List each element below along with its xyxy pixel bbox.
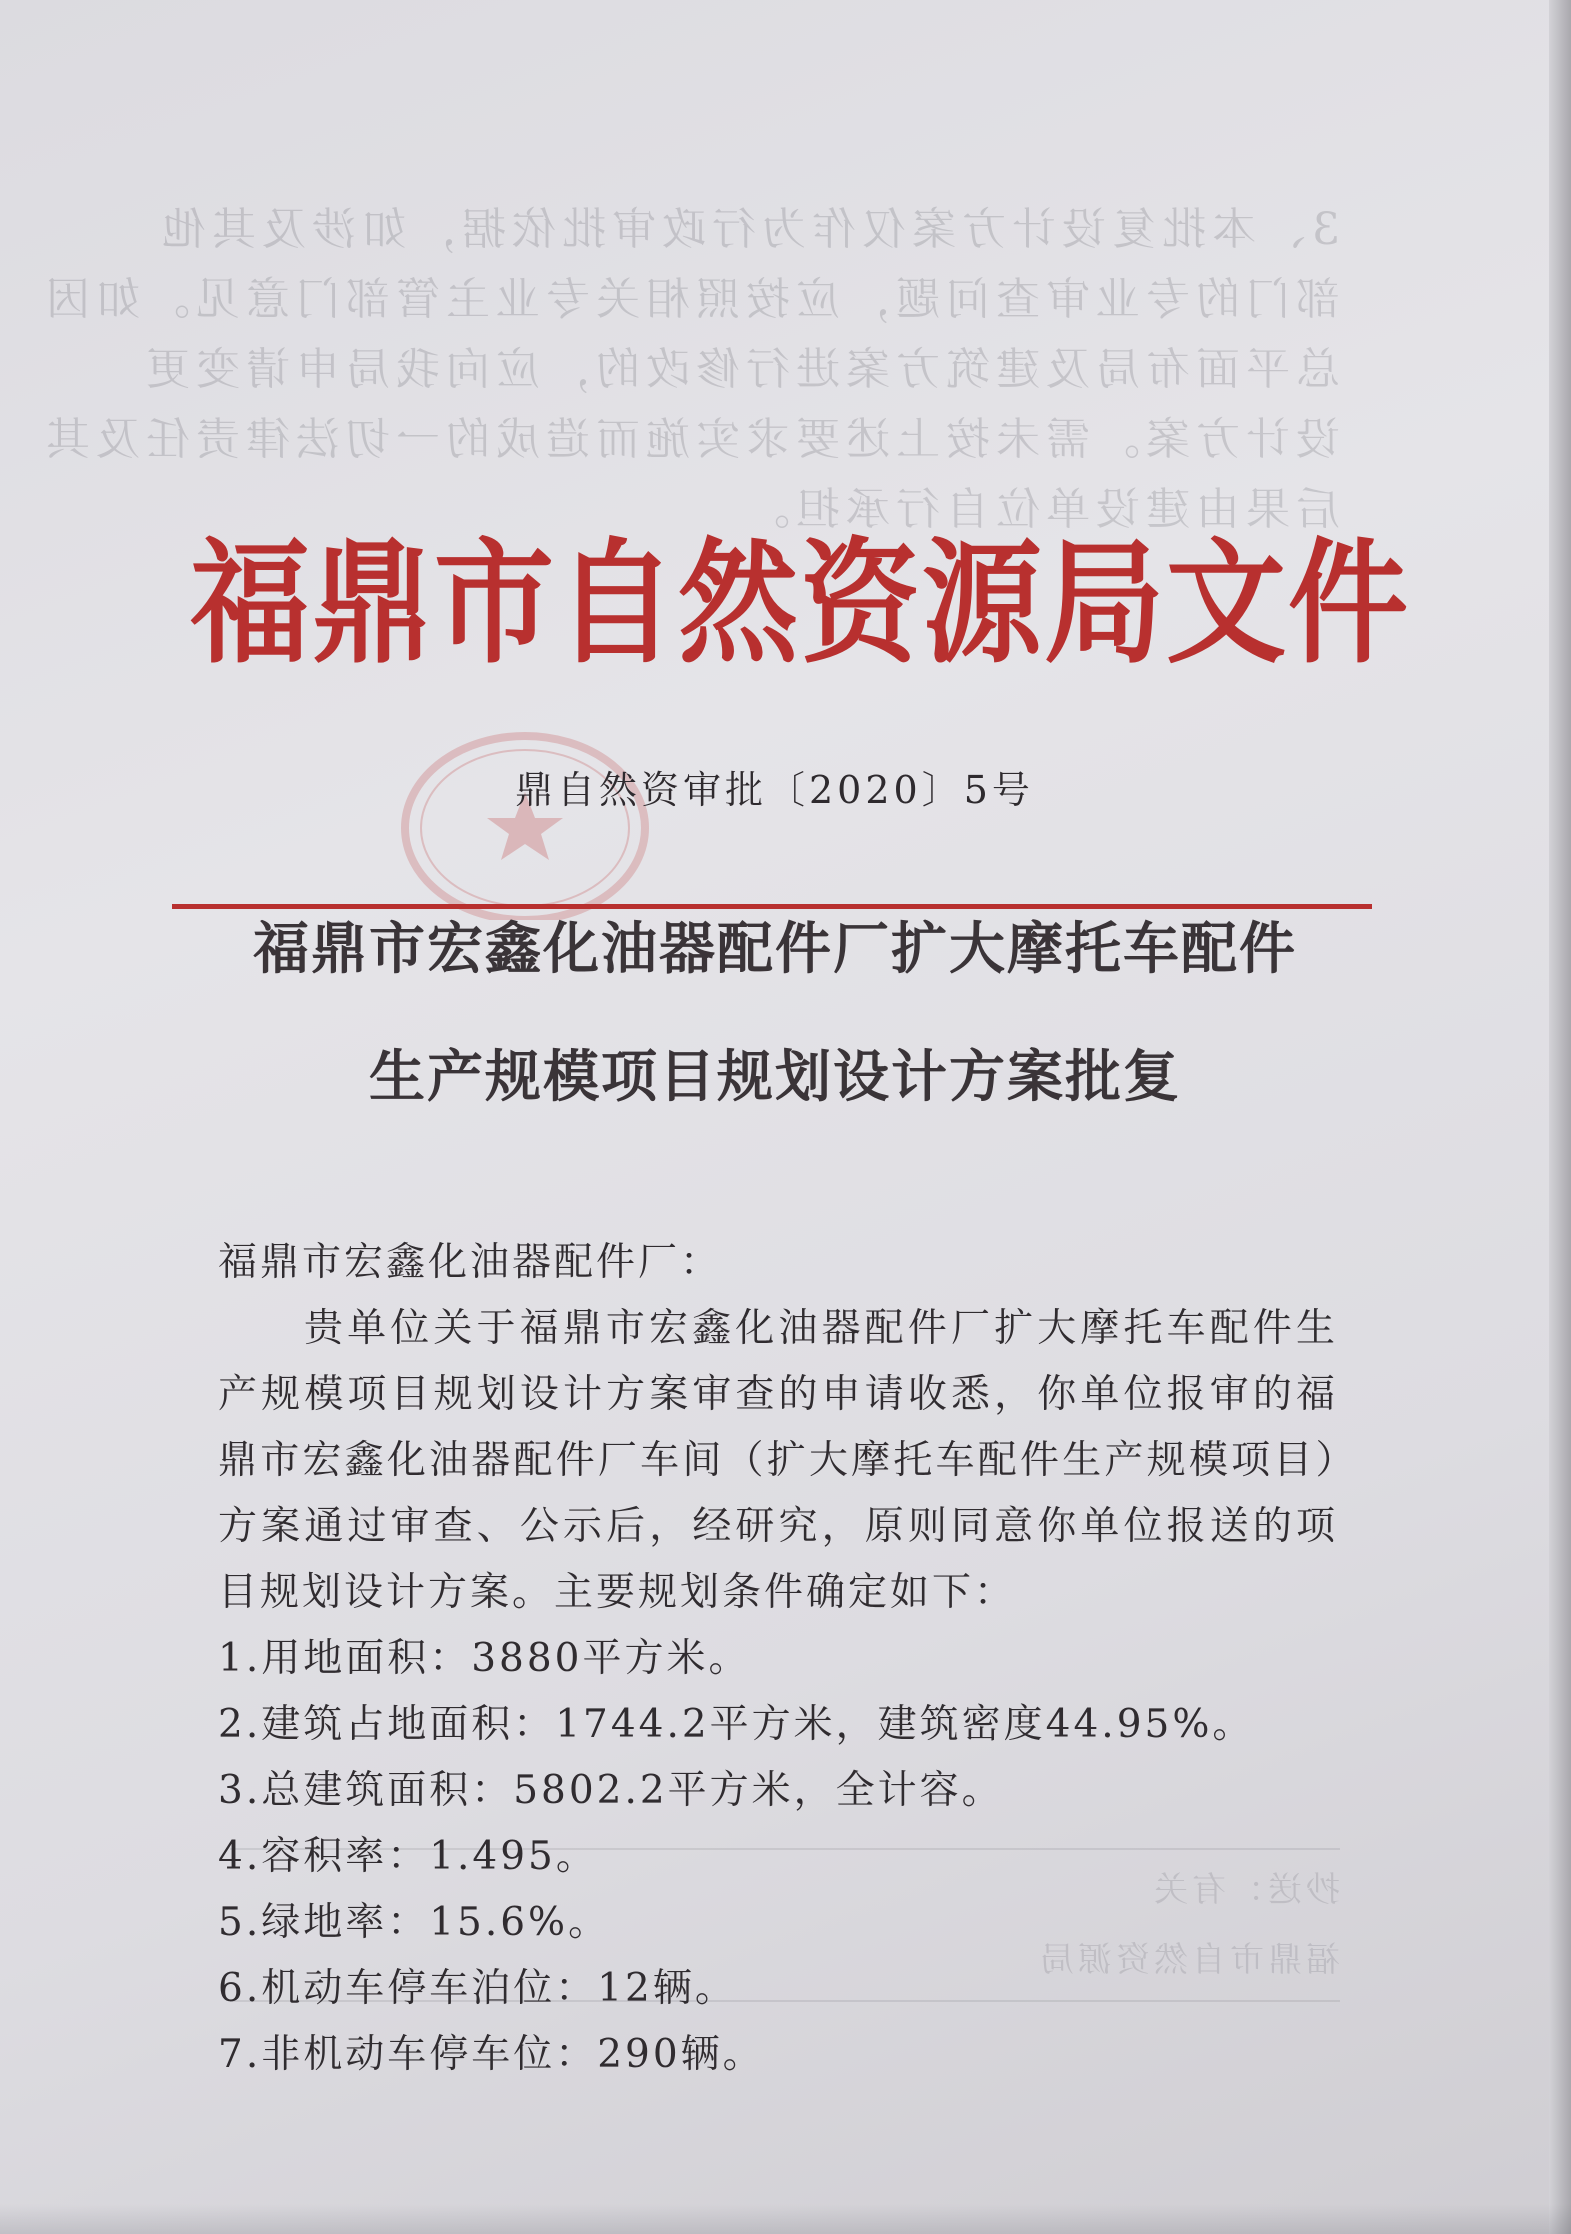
condition-item: 4.容积率：1.495。 xyxy=(218,1834,598,1879)
condition-item: 5.绿地率：15.6%。 xyxy=(218,1900,611,1945)
show-through-line: 3、本批复设计方案仅作为行政审批依据，如涉及其他 xyxy=(156,204,1340,255)
recipient: 福鼎市宏鑫化油器配件厂： xyxy=(218,1240,723,1285)
document-title-line-1: 福鼎市宏鑫化油器配件厂扩大摩托车配件 xyxy=(253,917,1297,982)
condition-item: 1.用地面积：3880平方米。 xyxy=(218,1636,751,1681)
document-number: 鼎自然资审批〔2020〕5号 xyxy=(515,768,1034,812)
condition-item: 7.非机动车停车位：290辆。 xyxy=(218,2032,765,2077)
condition-item: 2.建筑占地面积：1744.2平方米，建筑密度44.95%。 xyxy=(218,1702,1255,1747)
paper-edge xyxy=(1549,0,1571,2234)
paper-shadow xyxy=(0,2204,1571,2234)
show-through-line: 福鼎市自然资源局 xyxy=(1036,1940,1340,1980)
official-seal-icon xyxy=(385,710,665,920)
body-paragraph: 贵单位关于福鼎市宏鑫化油器配件厂扩大摩托车配件生产规模项目规划设计方案审查的申请收悉，你单位报审的福鼎市宏鑫化油器配件厂车间（扩大摩托车配件生产规模项目）方案通过审查、公示后，经研究，原则同意你单位报送的项目规划设计方案。主要规划条件确定如下： xyxy=(218,1306,1338,1615)
show-through-text xyxy=(40,195,1340,545)
show-through-line: 抄送：有关 xyxy=(1150,1870,1340,1910)
header-divider xyxy=(172,904,1372,909)
document-title-line-2: 生产规模项目规划设计方案批复 xyxy=(369,1045,1181,1110)
organization-header: 福鼎市自然资源局文件 xyxy=(190,524,1410,683)
show-through-line: 部门的专业审查问题，应按照相关专业主管部门意见。如因 xyxy=(40,274,1340,325)
show-through-line: 设计方案。需未按上述要求实施而造成的一切法律责任及其 xyxy=(40,414,1340,465)
condition-item: 3.总建筑面积：5802.2平方米，全计容。 xyxy=(218,1768,1004,1813)
show-through-line: 总平面布局及建筑方案进行修改的，应向我局申请变更 xyxy=(140,344,1340,395)
show-through-line: 后果由建设单位自行承担。 xyxy=(740,484,1340,535)
condition-item: 6.机动车停车泊位：12辆。 xyxy=(218,1966,737,2011)
document-body xyxy=(218,1230,1338,2088)
